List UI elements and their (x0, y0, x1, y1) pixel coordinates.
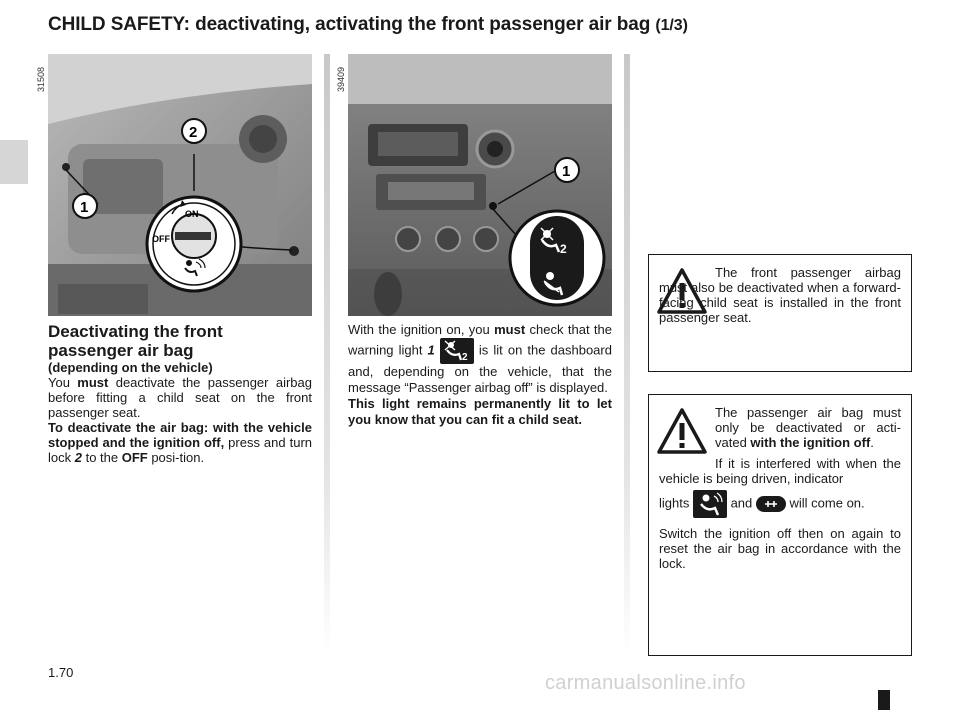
airbag-fault-light-icon (756, 496, 786, 512)
middle-paragraph-2: This light remains permanently lit to let you know that you can fit a child seat. (348, 396, 612, 427)
watermark: carmanualsonline.info (545, 672, 746, 694)
left-paragraph-2 (48, 420, 312, 465)
text-span: The passenger air bag must only be deactivated or acti-vated (715, 405, 901, 450)
text-span: will come on. (785, 495, 865, 511)
title-text: CHILD SAFETY: deactivating, activating the front passenger air bag (48, 14, 651, 35)
text-span: You (48, 375, 78, 390)
emphasis-must: must (77, 375, 109, 390)
emphasis-off: OFF (121, 450, 148, 465)
warning-1-text: The front passenger airbag must also be deactivated when a forward-facing child seat is installed in the front passenger seat. (659, 265, 901, 325)
warning-2-paragraph-3 (659, 490, 901, 518)
middle-column-text (348, 322, 612, 428)
warning-2-paragraph-2: If it is interfered with when the vehicle is being driven, indicator (659, 456, 901, 486)
page-title (48, 14, 688, 36)
figure-dashboard-warning-light (348, 54, 612, 316)
text-span: posi-tion. (147, 450, 205, 465)
figure-ref-left: 31508 (36, 66, 46, 92)
warning-2-body (659, 405, 901, 571)
lock-on-label: ON (185, 209, 199, 219)
callout-2-left: 2 (189, 124, 198, 141)
figure-dashboard-lock (48, 54, 312, 316)
middle-paragraph-1 (348, 322, 612, 396)
column-divider-1 (324, 54, 330, 654)
column-divider-2 (624, 54, 630, 654)
figure-ref-right: 39409 (336, 66, 346, 92)
airbag-off-light-icon (440, 338, 474, 364)
warning-2-paragraph-4: Switch the ignition off then on again to reset the air bag in accordance with the lock. (659, 526, 901, 571)
text-span: . (870, 435, 874, 450)
callout-1-right: 1 (562, 163, 571, 180)
page-number: 1.70 (48, 665, 74, 680)
emphasis-ignition-off: with the ignition off (750, 435, 871, 450)
section-tab (0, 140, 28, 184)
text-span: press and turn lock (48, 435, 312, 465)
text-span: is lit on the dashboard and, depending on the vehicle, that the message “Passenger airbag off” is displayed. (348, 342, 612, 395)
text-span: to the (81, 450, 122, 465)
warning-light-num: 2 (560, 242, 567, 256)
section-heading: Deactivating the front passenger air bag (48, 322, 223, 360)
lock-off-label: OFF (152, 234, 170, 244)
warning-box-2 (648, 394, 912, 656)
svg-text:2: 2 (461, 352, 468, 363)
page-edge-mark (878, 690, 890, 710)
text-span: deactivate the passenger airbag before fitting a child seat on the front passenger seat. (48, 375, 312, 420)
warning-box-1 (648, 254, 912, 372)
text-span: lights (659, 495, 693, 511)
left-column-text (48, 322, 312, 465)
warning-2-paragraph-1 (659, 405, 901, 450)
ref-light-number: 1 (427, 342, 435, 358)
page-fraction: (1/3) (655, 17, 688, 34)
text-span: and (726, 495, 756, 511)
emphasis-instruction: To deactivate the air bag: with the vehicle stopped and the ignition off, (48, 420, 312, 450)
ref-lock-number: 2 (74, 450, 82, 465)
emphasis-must: must (494, 322, 526, 337)
section-subheading: (depending on the vehicle) (48, 360, 213, 375)
airbag-off-light-icon (693, 490, 727, 518)
text-span: check that the warning light (348, 322, 612, 358)
text-span: With the ignition on, you (348, 322, 495, 337)
callout-1-left: 1 (80, 199, 89, 216)
left-paragraph-1 (48, 375, 312, 420)
